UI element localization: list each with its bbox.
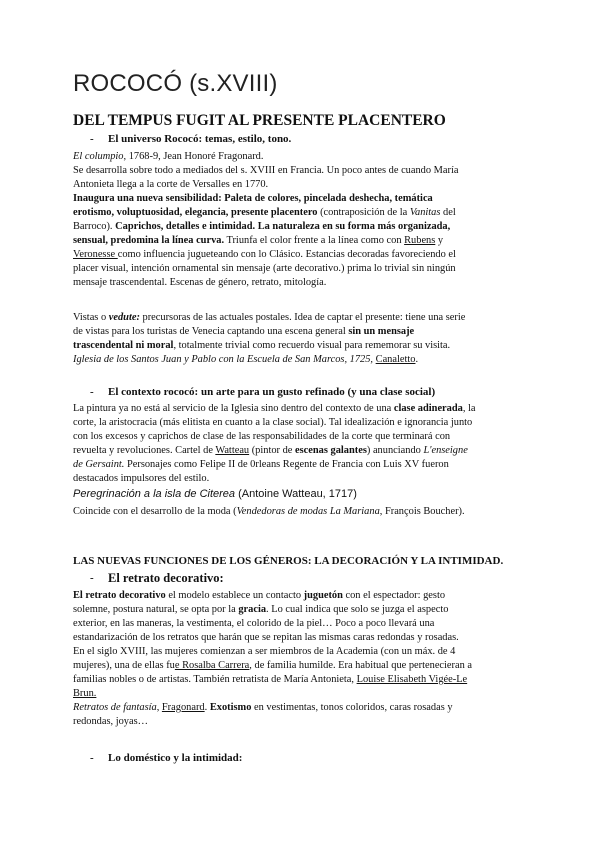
paragraph-line: sensual, predomina la línea curva. Triunfa el color frente a la línea como con Rubens y — [73, 235, 444, 246]
paragraph-line: Coincide con el desarrollo de la moda (Vendedoras de modas La Mariana, François Boucher). — [73, 506, 465, 517]
paragraph-line: erotismo, voluptuosidad, elegancia, presente placentero (contraposición de la Vanitas del — [73, 207, 456, 218]
link-vigee-le-brun[interactable]: Louise Elisabeth Vigée-Le — [356, 674, 468, 685]
paragraph-line: En el siglo XVIII, las mujeres comienzan a ser miembros de la Academia (con un máx. de 4 — [73, 646, 456, 657]
paragraph-line: estandarización de los retratos que harán que se repitan las mismas caras redondas y rosadas. — [73, 632, 459, 643]
paragraph-line: mujeres), una de ellas fue Rosalba Carrera, de familia humilde. Era habitual que pertenecieran a — [73, 660, 473, 671]
paragraph-line: El retrato decorativo el modelo establece un contacto juguetón con el espectador: gesto — [73, 590, 446, 601]
bullet-marker: - — [90, 133, 94, 145]
paragraph-line: de vistas para los turistas de Venecia captando una escena general sin un mensaje — [73, 326, 415, 337]
paragraph-line: con los excesos y caprichos de clase de las responsabilidades de la corte que terminará con — [73, 431, 451, 442]
section-heading-funciones: LAS NUEVAS FUNCIONES DE LOS GÉNEROS: LA DECORACIÓN Y LA INTIMIDAD. — [73, 555, 504, 567]
paragraph-line: Veronesse como influencia jugueteando con lo Clásico. Estancias decoradas favoreciendo el — [73, 249, 456, 260]
paragraph-line: solemne, postura natural, se opta por la gracia. Lo cual indica que solo se juzga el aspecto — [73, 604, 449, 615]
section-heading-universo: El universo Rococó: temas, estilo, tono. — [108, 133, 292, 145]
subheading-retrato: El retrato decorativo: — [108, 571, 224, 585]
link-watteau[interactable]: Watteau — [215, 445, 250, 456]
document-title: ROCOCÓ (s.XVIII) — [73, 70, 278, 97]
paragraph-line: Iglesia de los Santos Juan y Pablo con la Escuela de San Marcos, 1725, Canaletto. — [73, 354, 419, 365]
paragraph-line: Brun. — [73, 688, 97, 699]
paragraph-line: La pintura ya no está al servicio de la Iglesia sino dentro del contexto de una clase adinerada, la — [73, 403, 476, 414]
paragraph-line: trascendental ni moral, totalmente trivial como recuerdo visual para rememorar su visita. — [73, 340, 451, 351]
paragraph-line: Barroco). Caprichos, detalles e intimidad. La naturaleza en su forma más organizada, — [73, 221, 451, 232]
section-heading-contexto: El contexto rococó: un arte para un gusto refinado (y una clase social) — [108, 386, 436, 398]
paragraph-line: redondas, joyas… — [73, 716, 149, 727]
paragraph-line: destacados impulsores del estilo. — [73, 473, 210, 484]
paragraph-line: Peregrinación a la isla de Citerea (Antoine Watteau, 1717) — [73, 488, 357, 500]
paragraph-line: Inaugura una nueva sensibilidad: Paleta de colores, pincelada deshecha, temática — [73, 193, 433, 204]
paragraph-line: familias nobles o de artistas. También retratista de María Antonieta, Louise Elisabeth Vigée-Le — [73, 674, 468, 685]
link-fragonard[interactable]: Fragonard — [161, 702, 205, 713]
paragraph-line: de Gersaint. Personajes como Felipe II de 0rleans Regente de Francia con Luis XV fueron — [73, 459, 449, 470]
paragraph-line: Se desarrolla sobre todo a mediados del s. XVIII en Francia. Un poco antes de cuando María — [73, 165, 459, 176]
paragraph-line: corte, la aristocracia (más elitista en cuanto a la clase social). Tal idealización e ignorancia junto — [73, 417, 473, 428]
paragraph-line: mensaje trascendental. Escenas de género, retrato, mitología. — [73, 277, 327, 288]
link-canaletto[interactable]: Canaletto — [375, 354, 416, 365]
paragraph-line: exterior, en las maneras, la vestimenta, el colorido de la piel… Poco a poco llevará una — [73, 618, 435, 629]
bullet-marker: - — [90, 752, 94, 764]
link-veronesse[interactable]: Veronesse — [73, 249, 118, 260]
bullet-marker: - — [90, 572, 94, 584]
paragraph-line: Retratos de fantasía, Fragonard. Exotismo en vestimentas, tonos coloridos, caras rosadas y — [73, 702, 453, 713]
subheading-domestico: Lo doméstico y la intimidad: — [108, 752, 243, 764]
paragraph-line: El columpio, 1768-9, Jean Honoré Fragonard. — [73, 151, 264, 162]
main-heading: DEL TEMPUS FUGIT AL PRESENTE PLACENTERO — [73, 112, 446, 129]
link-rosalba-carrera[interactable]: e Rosalba Carrera — [174, 660, 250, 671]
paragraph-line: Antonieta llega a la corte de Versalles en 1770. — [73, 179, 269, 190]
link-rubens[interactable]: Rubens — [404, 235, 436, 246]
paragraph-line: placer visual, intención ornamental sin mensaje (arte decorativo.) prima lo trivial sin ningún — [73, 263, 456, 274]
paragraph-line: Vistas o vedute: precursoras de las actuales postales. Idea de captar el presente: tiene una serie — [73, 312, 466, 323]
paragraph-line: revuelta y revoluciones. Cartel de Watteau (pintor de escenas galantes) anunciando L'enseigne — [73, 445, 468, 456]
bullet-marker: - — [90, 386, 94, 398]
